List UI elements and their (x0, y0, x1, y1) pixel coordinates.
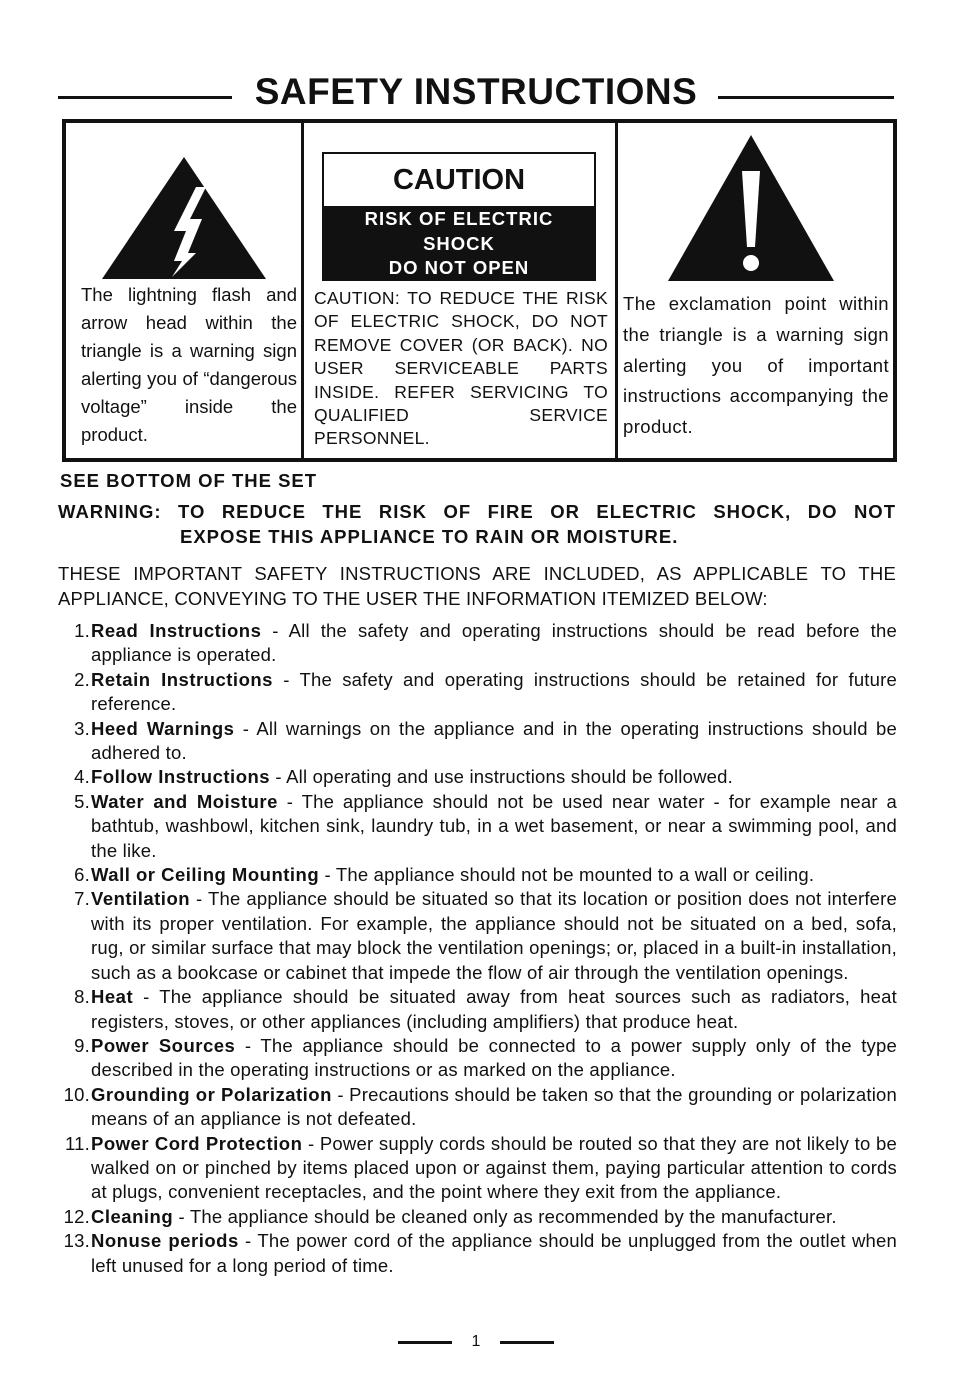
page-number: 1 (471, 1333, 481, 1350)
list-item (58, 1205, 897, 1229)
fire-warning-line-1: WARNING: TO REDUCE THE RISK OF FIRE OR ELECTRIC SHOCK, DO NOT (58, 501, 896, 522)
list-item (58, 887, 897, 985)
lightning-cell (66, 123, 304, 458)
list-item (58, 717, 897, 766)
fire-warning (58, 499, 896, 549)
item-text: - The appliance should be situated away from heat sources such as radiators, heat registers, stoves, or other appliances (including amplifiers) that produce heat. (91, 986, 897, 1032)
footer-rule-right (500, 1341, 554, 1344)
item-number: 6. (74, 864, 90, 886)
item-heading: Wall or Ceiling Mounting (91, 864, 320, 886)
intro-line-1: THESE IMPORTANT SAFETY INSTRUCTIONS ARE INCLUDED, AS APPLICABLE TO THE (58, 563, 896, 584)
title-rule-right (718, 96, 894, 99)
item-number: 13. (63, 1230, 90, 1252)
caution-heading: CAUTION (392, 164, 526, 196)
item-text: - The appliance should not be mounted to a wall or ceiling. (319, 864, 815, 886)
lightning-triangle-icon (102, 157, 266, 279)
item-text: - All warnings on the appliance and in the operating instructions should be adhered to. (91, 717, 897, 764)
list-item (58, 1132, 897, 1205)
list-item (58, 1229, 897, 1278)
title-row (58, 70, 894, 116)
item-number: 9. (74, 1034, 90, 1056)
item-heading: Cleaning (91, 1205, 174, 1227)
list-item (58, 619, 897, 668)
item-number: 3. (74, 717, 90, 739)
item-heading: Follow Instructions (91, 766, 271, 788)
caution-label (322, 152, 596, 281)
intro-line-2: APPLIANCE, CONVEYING TO THE USER THE INFORMATION ITEMIZED BELOW: (58, 587, 768, 609)
caution-label-line-2: SHOCK (423, 232, 495, 254)
item-number: 4. (74, 766, 90, 788)
see-bottom-note: SEE BOTTOM OF THE SET (60, 470, 318, 491)
page-footer (398, 1332, 554, 1354)
exclamation-cell (618, 123, 893, 458)
item-text: - Power supply cords should be routed so that they are not likely to be walked on or pinched by items placed upon or against them, paying particular attention to cords at plugs, convenient receptacles, and the point where they exit from the appliance. (91, 1132, 897, 1203)
caution-label-line-1: RISK OF ELECTRIC (364, 208, 554, 229)
item-heading: Ventilation (91, 888, 191, 910)
caution-description: CAUTION: TO REDUCE THE RISK OF ELECTRIC SHOCK, DO NOT REMOVE COVER (OR BACK). NO USER SERVICEABLE PARTS INSIDE. REFER SERVICING TO QUALIFIED SERVICE PERSONNEL. (314, 288, 608, 449)
caution-cell (304, 123, 618, 458)
item-heading: Water and Moisture (91, 790, 278, 812)
item-heading: Power Sources (91, 1034, 236, 1056)
item-heading: Read Instructions (91, 620, 262, 641)
list-item (58, 985, 897, 1034)
fire-warning-line-2: EXPOSE THIS APPLIANCE TO RAIN OR MOISTURE. (180, 526, 679, 547)
item-number: 8. (74, 986, 90, 1008)
exclamation-description: The exclamation point within the triangle is a warning sign alerting you of important instructions accompanying the product. (623, 293, 889, 438)
item-heading: Grounding or Polarization (91, 1083, 332, 1105)
item-number: 10. (63, 1083, 90, 1105)
item-text: - The safety and operating instructions should be retained for future reference. (91, 668, 897, 715)
page-title: SAFETY INSTRUCTIONS (254, 71, 698, 112)
exclamation-triangle-icon (668, 135, 834, 281)
caution-label-line-3: DO NOT OPEN (388, 257, 530, 278)
list-item (58, 765, 897, 789)
lightning-description: The lightning flash and arrow head within the triangle is a warning sign alerting you of “dangerous voltage” inside the product. (81, 284, 297, 445)
list-item (58, 1034, 897, 1083)
item-text: - The appliance should be cleaned only as recommended by the manufacturer. (173, 1205, 837, 1227)
item-heading: Nonuse periods (91, 1230, 239, 1252)
safety-instruction-list (58, 619, 897, 1278)
item-text: - All operating and use instructions should be followed. (270, 766, 733, 788)
item-heading: Retain Instructions (91, 668, 273, 690)
item-number: 2. (74, 668, 90, 690)
item-text: - Precautions should be taken so that the grounding or polarization means of an appliance is not defeated. (91, 1083, 898, 1130)
list-item (58, 790, 897, 863)
item-number: 1. (74, 620, 90, 641)
intro-paragraph (58, 562, 896, 611)
list-item (58, 863, 897, 887)
item-heading: Heat (91, 986, 134, 1008)
list-item (58, 668, 897, 717)
item-text: - The appliance should not be used near water - for example near a bathtub, washbowl, kitchen sink, laundry tub, in a wet basement, or near a swimming pool, and the like. (91, 790, 897, 861)
item-number: 12. (63, 1205, 90, 1227)
item-number: 5. (74, 790, 90, 812)
list-item (58, 1083, 897, 1132)
item-text: - The power cord of the appliance should be unplugged from the outlet when left unused for a long period of time. (91, 1230, 897, 1276)
item-number: 11. (65, 1132, 90, 1154)
item-text: - The appliance should be situated so that its location or position does not interfere with its proper ventilation. For example, the appliance should not be situated on a bed, sofa, rug, or similar surface that may block the ventilation openings; or, placed in a built-in installation, such as a bookcase or cabinet that impede the flow of air through the ventilation openings. (91, 888, 897, 983)
item-text: - The appliance should be connected to a power supply only of the type described in the operating instructions or as marked on the appliance. (91, 1034, 897, 1081)
warning-symbols-box (62, 119, 897, 462)
caution-label-body (324, 206, 594, 279)
item-number: 7. (74, 888, 90, 910)
item-heading: Power Cord Protection (91, 1132, 303, 1154)
item-text: - All the safety and operating instructions should be read before the appliance is operated. (91, 620, 897, 666)
item-heading: Heed Warnings (91, 717, 235, 739)
